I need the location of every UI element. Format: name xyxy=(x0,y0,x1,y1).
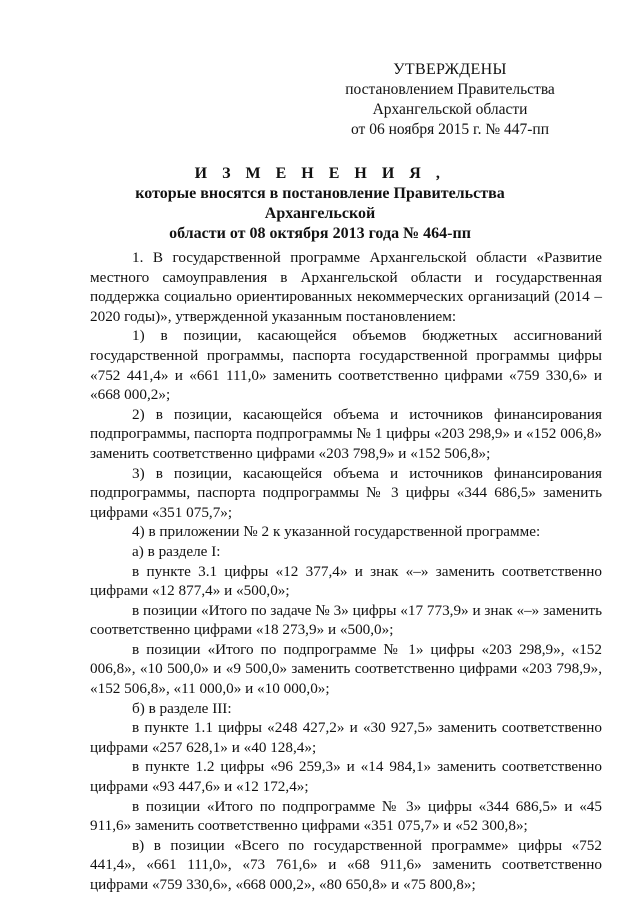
approval-line-2: Архангельской области xyxy=(372,101,528,118)
paragraph-item-2: 2) в позиции, касающейся объема и источников финансирования подпрограммы, паспорта подпрограммы № 1 цифры «203 298,9» и «152 006,8» заменить соответственно цифрами «203 798,9» и «152 506,8»; xyxy=(90,405,602,462)
paragraph-a-3: в позиции «Итого по подпрограмме № 1» цифры «203 298,9», «152 006,8», «10 500,0» и «9 500,0» заменить соответственно цифрами «203 798,9», «152 506,8», «11 000,0» и «10 000,0»; xyxy=(90,640,602,698)
paragraph-section-v: в) в позиции «Всего по государственной программе» цифры «752 441,4», «661 111,0», «73 761,6» и «68 911,6» заменить соответственно цифрами «759 330,6», «668 000,2», «80 650,8» и «75 800,8»; xyxy=(90,836,602,893)
paragraph-item-1: 1) в позиции, касающейся объемов бюджетных ассигнований государственной программы, паспорта государственной программы цифры «752 441,4» и «661 111,0» заменить соответственно цифрами «759 330,6» и «668 000,2»; xyxy=(90,327,602,404)
title-word: И З М Е Н Е Н И Я , xyxy=(194,165,446,182)
paragraph-a-2: в позиции «Итого по задаче № 3» цифры «17 773,9» и знак «–» заменить соответственно цифрами «18 273,9» и «500,0»; xyxy=(90,601,602,639)
paragraph-b-3: в позиции «Итого по подпрограмме № 3» цифры «344 686,5» и «45 911,6» заменить соответственно цифрами «351 075,7» и «52 300,8»; xyxy=(90,797,602,835)
paragraph-b-2: в пункте 1.2 цифры «96 259,3» и «14 984,1» заменить соответственно цифрами «93 447,6» и «12 172,4»; xyxy=(90,758,602,796)
approval-line-1: постановлением Правительства xyxy=(345,81,555,98)
title-line-1: которые вносятся в постановление Правительства Архангельской xyxy=(135,185,505,222)
approval-heading: УТВЕРЖДЕНЫ xyxy=(393,61,507,78)
document-body xyxy=(90,248,602,895)
document-title xyxy=(80,164,560,244)
title-line-2: области от 08 октября 2013 года № 464-пп xyxy=(169,225,471,242)
approval-block xyxy=(330,60,570,140)
approval-line-3: от 06 ноября 2015 г. № 447-пп xyxy=(351,121,549,138)
paragraph-a-1: в пункте 3.1 цифры «12 377,4» и знак «–» заменить соответственно цифрами «12 877,4» и «500,0»; xyxy=(90,562,602,600)
paragraph-section-b: б) в разделе III: xyxy=(132,699,232,717)
paragraph-item-3: 3) в позиции, касающейся объема и источников финансирования подпрограммы, паспорта подпрограммы № 3 цифры «344 686,5» заменить цифрами «351 075,7»; xyxy=(90,464,602,521)
paragraph-item-4: 4) в приложении № 2 к указанной государственной программе: xyxy=(132,523,541,541)
paragraph-section-a: а) в разделе I: xyxy=(132,542,221,560)
paragraph-1: 1. В государственной программе Архангельской области «Развитие местного самоуправления в Архангельской области и государственная поддержка социально ориентированных некоммерческих организаций (2014 – 2020 годы)», утвержденной указанным постановлением: xyxy=(90,249,602,325)
paragraph-b-1: в пункте 1.1 цифры «248 427,2» и «30 927,5» заменить соответственно цифрами «257 628,1» и «40 128,4»; xyxy=(90,719,602,756)
